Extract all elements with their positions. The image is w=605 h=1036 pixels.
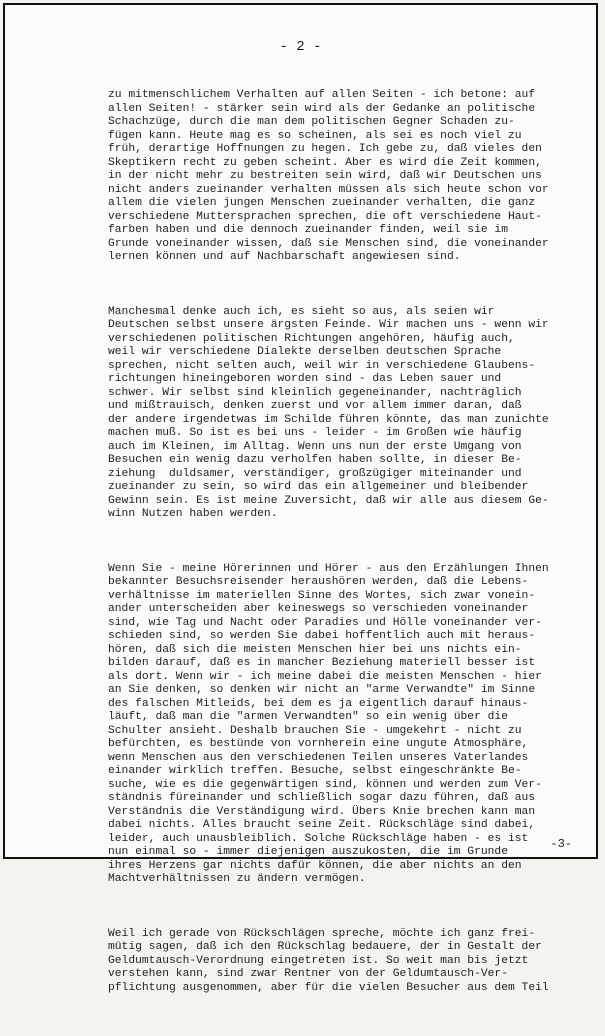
paragraph-3: Wenn Sie - meine Hörerinnen und Hörer - aus den Erzählungen Ihnen bekannter Besuchsreisender heraushören werden, daß die Lebens- verhältnisse im materiellen Sinne des Wortes, sich zwar vonein- ander unterscheiden aber keineswegs so verschieden voneinander sind, wie Tag und Nacht oder Paradies und Hölle voneinander ver- schieden sind, so werden Sie dabei hoffentlich auch mit heraus- hören, daß sich die meisten Menschen hier bei uns nichts ein- bilden darauf, daß es in mancher Beziehung materiell besser ist als dort. Wenn wir - ich meine dabei die meisten Menschen - hier an Sie denken, so denken wir nicht an "arme Verwandte" im Sinne des falschen Mitleids, bei dem es ja eigentlich darauf hinaus- läuft, daß man die "armen Verwandten" so ein wenig über die Schulter ansieht. Deshalb brauchen Sie - umgekehrt - nicht zu befürchten, es bestünde von vornherein eine ungute Atmosphäre, wenn Menschen aus den verschiedenen Teilen unseres Vaterlandes einander wirklich treffen. Besuche, selbst eingeschränkte Be- suche, wie es die gegenwärtigen sind, können und werden zum Ver- ständnis füreinander und schließlich sogar dazu führen, daß aus Verständnis die Verständigung wird. Übers Knie brechen kann man dabei nichts. Alles braucht seine Zeit. Rückschläge sind dabei, leider, auch unausbleiblich. Solche Rückschläge haben - es ist nun einmal so - immer diejenigen auszukosten, die im Grunde ihres Herzens gar nichts dafür können, die aber nichts an den Machtverhältnissen zu ändern vermögen. bbox=[108, 562, 549, 885]
next-page-marker: -3- bbox=[550, 837, 572, 851]
paragraph-4: Weil ich gerade von Rückschlägen spreche, möchte ich ganz frei- mütig sagen, daß ich den Rückschlag bedauere, der in Gestalt der Geldumtausch-Verordnung eingetreten ist. So weit man bis jetzt verstehen kann, sind zwar Rentner von der Geldumtausch-Ver- pflichtung ausgenommen, aber für die vielen Besucher aus dem Teil bbox=[108, 927, 549, 994]
paragraph-2: Manchesmal denke auch ich, es sieht so aus, als seien wir Deutschen selbst unsere ärgsten Feinde. Wir machen uns - wenn wir verschiedenen politischen Richtungen angehören, häufig auch, weil wir verschiedene Dialekte derselben deutschen Sprache sprechen, nicht selten auch, weil wir in verschiedene Glaubens- richtungen hineingeboren worden sind - das Leben sauer und schwer. Wir selbst sind kleinlich gegeneinander, nachträglich und mißtrauisch, denken zuerst und vor allem immer daran, daß der andere irgendetwas im Schilde führen könnte, das man zunichte machen muß. So ist es bei uns - leider - im Großen wie häufig auch im Kleinen, im Alltag. Wenn uns nun der erste Umgang von Besuchen ein wenig dazu verholfen haben sollte, in dieser Be- ziehung duldsamer, verständiger, großzügiger miteinander und zueinander zu sein, so wird das ein allgemeiner und bleibender Gewinn sein. Es ist meine Zuversicht, daß wir alle aus diesem Ge- winn Nutzen haben werden. bbox=[108, 305, 549, 520]
paragraph-1: zu mitmenschlichem Verhalten auf allen Seiten - ich betone: auf allen Seiten! - stärker sein wird als der Gedanke an politische Schachzüge, durch die man dem politischen Gegner Schaden zu- fügen kann. Heute mag es so scheinen, als sei es noch viel zu früh, derartige Hoffnungen zu hegen. Ich gebe zu, daß vieles den Skeptikern recht zu geben scheint. Aber es wird die Zeit kommen, in der nicht mehr zu bestreiten sein wird, daß wir Deutschen uns nicht anders zueinander verhalten müssen als sich heute schon vor allem die vielen jungen Menschen zueinander verhalten, die ganz verschiedene Muttersprachen sprechen, die oft verschiedene Haut- farben haben und die dennoch zueinander finden, weil sie im Grunde voneinander wissen, daß sie Menschen sind, die voneinander lernen können und auf Nachbarschaft angewiesen sind. bbox=[108, 89, 549, 263]
page-number: - 2 - bbox=[279, 39, 322, 55]
document-page bbox=[3, 3, 598, 994]
body-text bbox=[108, 62, 568, 1036]
